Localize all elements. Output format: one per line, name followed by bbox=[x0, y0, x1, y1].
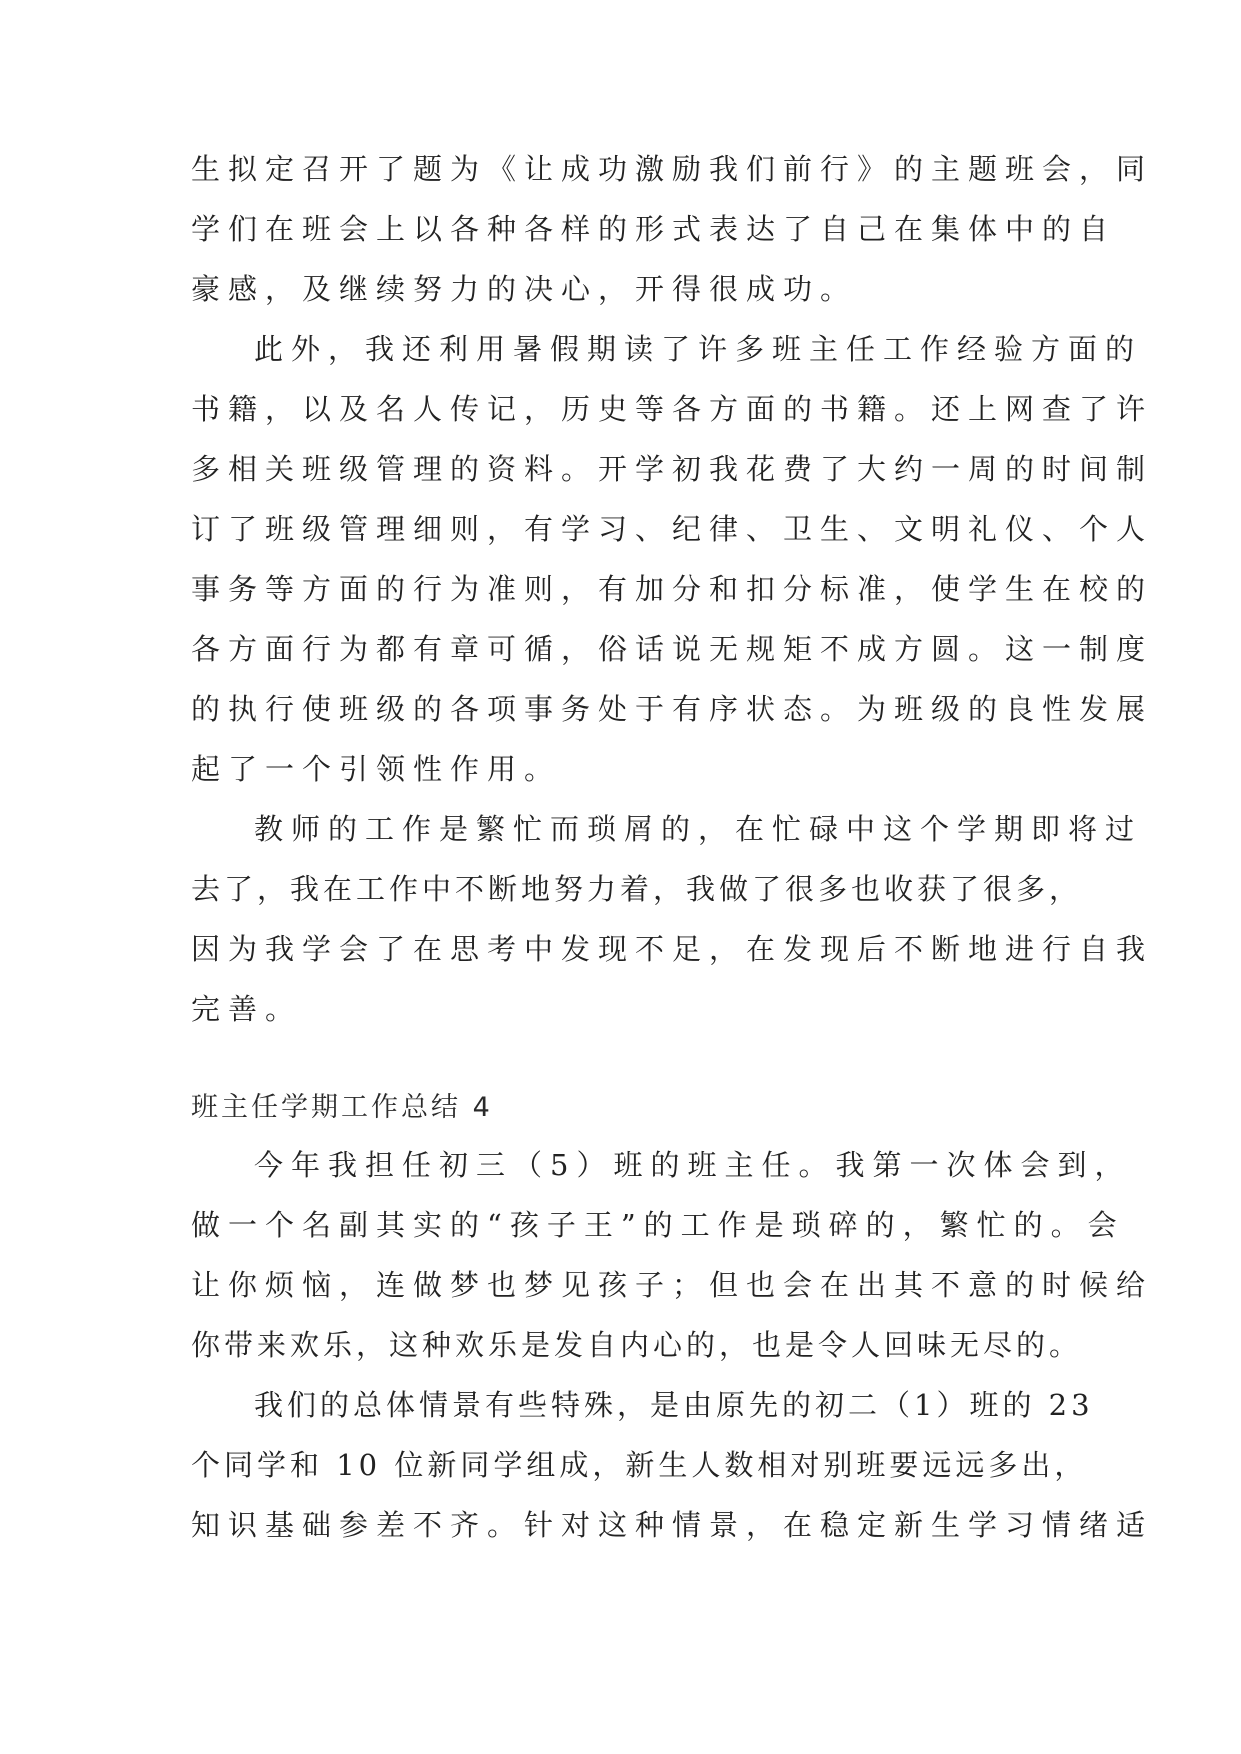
text-line: 知识基础参差不齐。针对这种情景，在稳定新生学习情绪适 bbox=[191, 1508, 1154, 1542]
paragraph-1 bbox=[191, 150, 1154, 330]
text-line: 完善。 bbox=[191, 992, 303, 1026]
paragraph-5 bbox=[191, 1386, 1154, 1566]
text-line: 事务等方面的行为准则，有加分和扣分标准，使学生在校的 bbox=[191, 572, 1154, 606]
text-line: 学们在班会上以各种各样的形式表达了自己在集体中的自 bbox=[191, 212, 1117, 246]
text-line: 我们的总体情景有些特殊，是由原先的初二（1）班的 23 bbox=[254, 1388, 1094, 1422]
text-line: 去了，我在工作中不断地努力着，我做了很多也收获了很多， bbox=[191, 872, 1083, 906]
text-line: 今年我担任初三（5）班的班主任。我第一次体会到， bbox=[254, 1148, 1132, 1182]
text-line: 豪感，及继续努力的决心，开得很成功。 bbox=[191, 272, 858, 306]
text-line: 起了一个引领性作用。 bbox=[191, 752, 562, 786]
text-line: 各方面行为都有章可循，俗话说无规矩不成方圆。这一制度 bbox=[191, 632, 1154, 666]
text-line: 你带来欢乐，这种欢乐是发自内心的，也是令人回味无尽的。 bbox=[191, 1328, 1083, 1362]
section-heading: 班主任学期工作总结 4 bbox=[191, 1092, 493, 1123]
paragraph-2 bbox=[191, 330, 1154, 810]
document-body bbox=[191, 150, 1154, 1566]
paragraph-3 bbox=[191, 810, 1154, 1050]
paragraph-4 bbox=[191, 1146, 1154, 1386]
text-line: 因为我学会了在思考中发现不足，在发现后不断地进行自我 bbox=[191, 932, 1154, 966]
text-line: 订了班级管理细则，有学习、纪律、卫生、文明礼仪、个人 bbox=[191, 512, 1154, 546]
text-line: 个同学和 10 位新同学组成，新生人数相对别班要远远多出， bbox=[191, 1448, 1088, 1482]
text-line: 书籍，以及名人传记，历史等各方面的书籍。还上网查了许 bbox=[191, 392, 1154, 426]
text-line: 做一个名副其实的“孩子王”的工作是琐碎的，繁忙的。会 bbox=[191, 1208, 1125, 1242]
text-line: 教师的工作是繁忙而琐屑的，在忙碌中这个学期即将过 bbox=[254, 812, 1143, 846]
text-line: 此外，我还利用暑假期读了许多班主任工作经验方面的 bbox=[254, 332, 1143, 366]
text-line: 让你烦恼，连做梦也梦见孩子；但也会在出其不意的时候给 bbox=[191, 1268, 1154, 1302]
text-line: 多相关班级管理的资料。开学初我花费了大约一周的时间制 bbox=[191, 452, 1154, 486]
text-line: 生拟定召开了题为《让成功激励我们前行》的主题班会，同 bbox=[191, 152, 1154, 186]
text-line: 的执行使班级的各项事务处于有序状态。为班级的良性发展 bbox=[191, 692, 1154, 726]
